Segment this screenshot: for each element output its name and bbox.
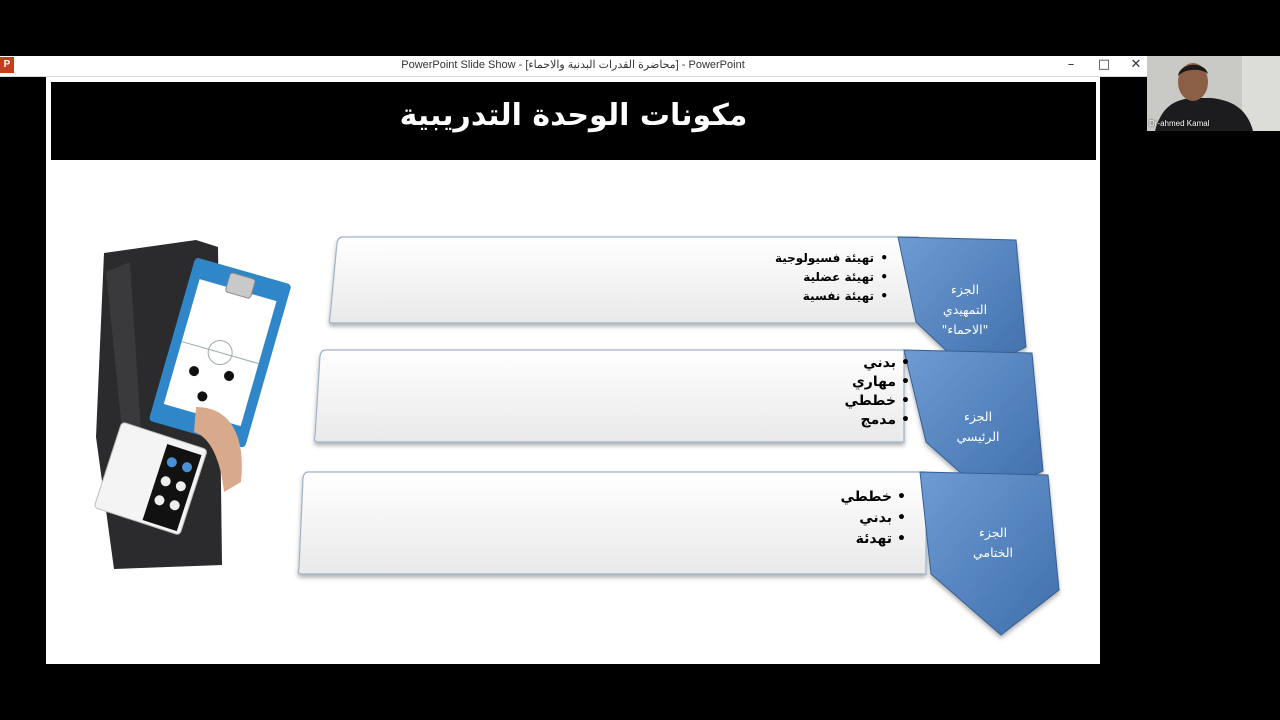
section-closing (298, 472, 1059, 635)
list-item: • تهدئة (840, 529, 906, 550)
window-titlebar (0, 56, 1280, 77)
section-warmup-label: الجزء التمهيدي "الاحماء" (941, 282, 989, 337)
list-item: • بدني (840, 508, 906, 529)
slide[interactable] (46, 77, 1100, 664)
list-item: • خططي (844, 392, 910, 411)
list-item: • تهيئة عضلية (775, 268, 888, 287)
webcam-participant-name: Dr-ahmed Kamal (1149, 119, 1210, 128)
list-item: • خططي (840, 487, 906, 508)
minimize-button[interactable]: – (1067, 57, 1075, 72)
list-item: • بدني (844, 354, 910, 373)
list-item: • مدمج (844, 411, 910, 430)
training-unit-diagram (46, 77, 1100, 664)
powerpoint-app-icon[interactable]: P (0, 57, 14, 73)
close-button[interactable]: ✕ (1130, 57, 1142, 72)
warmup-items-list (775, 249, 888, 306)
slide-title: مكونات الوحدة التدريبية (399, 98, 748, 133)
coach-with-clipboard-image (94, 240, 292, 569)
main-items-list (844, 354, 910, 430)
closing-items-list (840, 487, 906, 550)
list-item: • تهيئة فسيولوجية (775, 249, 888, 268)
section-closing-label: الجزء الختامي (972, 525, 1014, 560)
webcam-video[interactable] (1147, 56, 1280, 131)
window-title: PowerPoint Slide Show - [محاضرة القدرات البدنية والاحماء] - PowerPoint (401, 59, 745, 71)
list-item: • تهيئة نفسية (775, 287, 888, 306)
maximize-button[interactable]: □ (1097, 57, 1111, 72)
section-main-label: الجزء الرئيسي (956, 409, 1000, 444)
list-item: • مهاري (844, 373, 910, 392)
